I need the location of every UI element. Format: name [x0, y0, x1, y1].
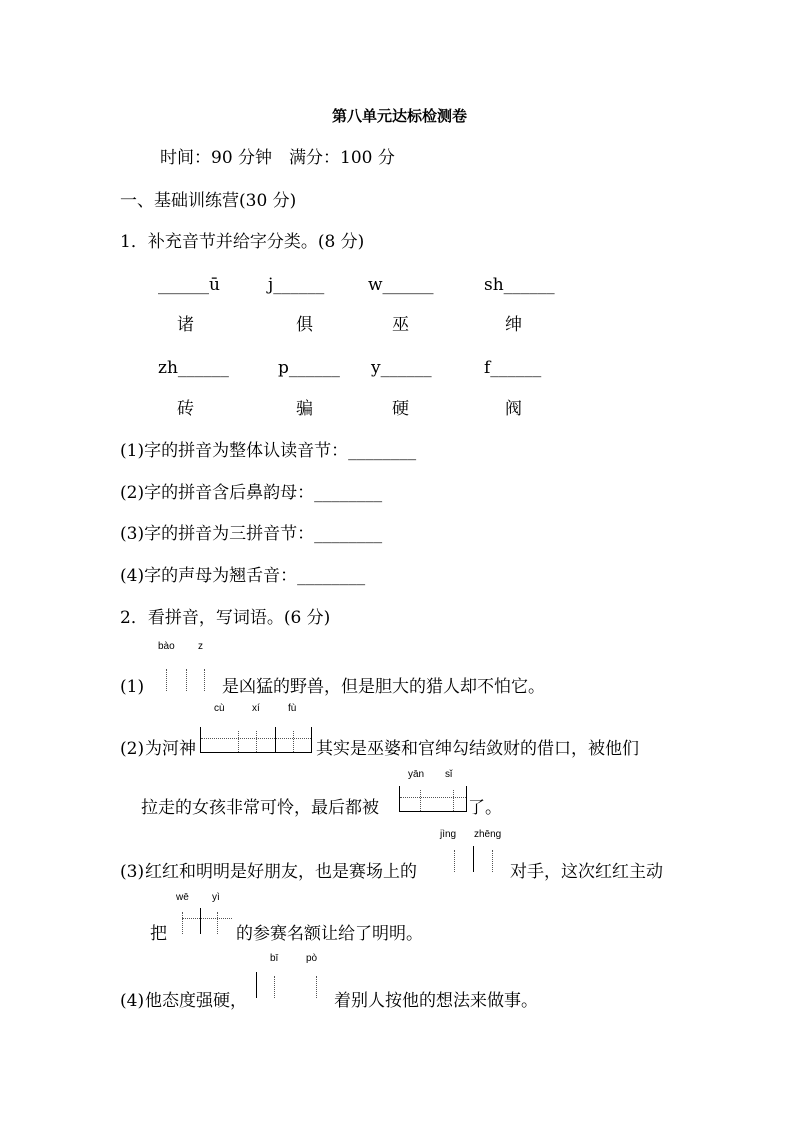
pinyin-si: sǐ [445, 769, 453, 780]
q2-s2-line2-pre: 拉走的女孩非常可怜，最后都被 [141, 798, 379, 818]
q2-s3-line2-post: 的参赛名额让给了明明。 [236, 924, 423, 944]
pinyin-cu: cù [214, 703, 225, 714]
pinyin-bi: bī [270, 953, 279, 964]
pinyin-yan: yān [408, 769, 425, 780]
q2-s4-text: 着别人按他的想法来做事。 [334, 991, 538, 1011]
q1-sub-4: (4)字的声母为翘舌音：________ [120, 566, 366, 586]
q1-char-1: 诸 [177, 315, 194, 335]
q2-s2-num: (2) [120, 739, 145, 759]
answer-grid-3[interactable] [399, 786, 467, 812]
answer-grid-5[interactable] [182, 908, 232, 934]
pinyin-po: pò [306, 953, 318, 964]
q1-sub-3: (3)字的拼音为三拼音节：________ [120, 524, 383, 544]
answer-grid-1[interactable] [166, 665, 206, 691]
pinyin-z: z [198, 641, 203, 652]
q2-s4-pre: 他态度强硬， [145, 991, 247, 1011]
section-heading: 一、基础训练营(30 分) [120, 191, 297, 211]
pinyin-we: wē [176, 892, 189, 903]
q2-s3-text: 对手，这次红红主动 [510, 862, 663, 882]
q2-s2-pre: 为河神 [145, 739, 196, 759]
q1-blank-2[interactable]: j______ [268, 275, 325, 295]
q1-blank-7[interactable]: y______ [371, 358, 432, 378]
q1-char-2: 俱 [296, 315, 313, 335]
q2-s1-num: (1) [120, 677, 145, 697]
q1-sub-1: (1)字的拼音为整体认读音节：________ [120, 441, 417, 461]
q2-s3-line2-pre: 把 [150, 924, 167, 944]
q2-s3-pre: 红红和明明是好朋友，也是赛场上的 [145, 862, 417, 882]
q1-char-3: 巫 [392, 315, 409, 335]
pinyin-zheng: zhēng [474, 829, 502, 840]
q1-char-5: 砖 [177, 399, 194, 419]
q2-s3-num: (3) [120, 862, 145, 882]
q2-title: 2．看拼音，写词语。(6 分) [120, 608, 331, 628]
q1-char-8: 阀 [505, 399, 522, 419]
q2-s2-text: 其实是巫婆和官绅勾结敛财的借口，被他们 [316, 739, 639, 759]
answer-grid-6[interactable] [256, 972, 320, 998]
pinyin-fu: fù [288, 703, 297, 714]
q2-s2-line2-post: 了。 [468, 798, 502, 818]
answer-grid-4[interactable] [454, 846, 494, 872]
q1-blank-3[interactable]: w______ [368, 275, 434, 295]
q2-s4-num: (4) [120, 991, 145, 1011]
page-title: 第八单元达标检测卷 [332, 107, 468, 125]
answer-grid-2[interactable] [200, 727, 312, 753]
q1-blank-6[interactable]: p______ [278, 358, 340, 378]
q1-char-7: 硬 [392, 399, 409, 419]
q1-blank-8[interactable]: f______ [484, 358, 542, 378]
q2-s1-text: 是凶猛的野兽，但是胆大的猎人却不怕它。 [222, 677, 545, 697]
q1-blank-5[interactable]: zh______ [158, 358, 229, 378]
q1-char-6: 骗 [296, 399, 313, 419]
q1-char-4: 绅 [505, 315, 522, 335]
q1-blank-1[interactable]: ______ū [158, 275, 220, 295]
pinyin-jing: jìng [440, 829, 457, 840]
exam-info: 时间：90 分钟 满分：100 分 [160, 148, 395, 168]
pinyin-bao: bào [158, 641, 175, 652]
pinyin-yi: yì [212, 892, 220, 903]
q1-blank-4[interactable]: sh______ [484, 275, 555, 295]
pinyin-xi: xí [252, 703, 260, 714]
q1-title: 1．补充音节并给字分类。(8 分) [120, 232, 365, 252]
q1-sub-2: (2)字的拼音含后鼻韵母：________ [120, 483, 383, 503]
